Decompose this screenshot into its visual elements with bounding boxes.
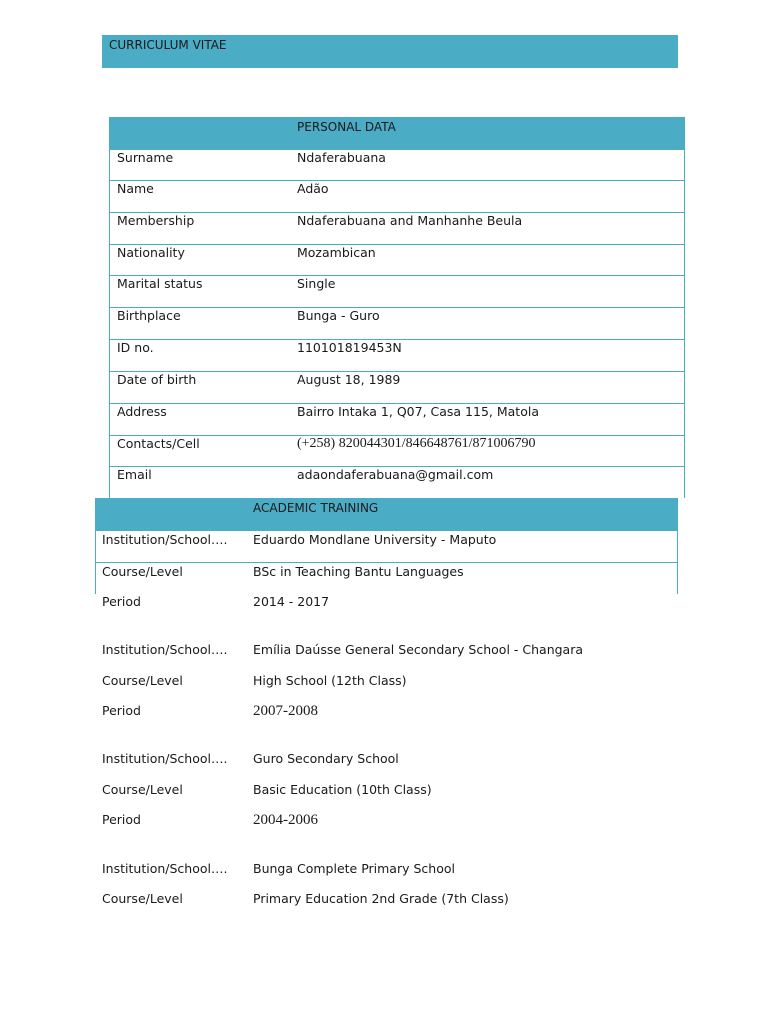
row-value: adaondaferabuana@gmail.com (297, 467, 494, 482)
institution-label: Institution/School…. (102, 532, 228, 547)
entry-1-course-row (0, 564, 768, 582)
institution-label: Institution/School…. (102, 861, 228, 876)
row-value: Bunga - Guro (297, 308, 380, 323)
personal-data-table (109, 117, 685, 498)
row-divider (96, 562, 677, 563)
row-label: Date of birth (117, 372, 197, 387)
institution-value: Bunga Complete Primary School (253, 861, 455, 876)
academic-training-heading: ACADEMIC TRAINING (253, 501, 379, 515)
row-name (110, 180, 684, 212)
period-value: 2014 - 2017 (253, 594, 330, 609)
course-label: Course/Level (102, 564, 183, 579)
period-label: Period (102, 812, 141, 827)
entry-3-institution-row (0, 751, 768, 769)
row-value: Mozambican (297, 245, 376, 260)
row-value: Bairro Intaka 1, Q07, Casa 115, Matola (297, 404, 539, 419)
course-value: BSc in Teaching Bantu Languages (253, 564, 464, 579)
period-value: 2007-2008 (253, 703, 318, 719)
entry-2-period-row (0, 703, 768, 723)
row-date-of-birth (110, 371, 684, 403)
row-label: ID no. (117, 340, 154, 355)
row-label: Contacts/Cell (117, 436, 200, 451)
course-label: Course/Level (102, 673, 183, 688)
entry-4-institution-row (0, 861, 768, 879)
institution-label: Institution/School…. (102, 751, 228, 766)
row-value: 110101819453N (297, 340, 402, 355)
row-label: Nationality (117, 245, 185, 260)
title-band (102, 35, 678, 68)
row-address (110, 403, 684, 435)
period-label: Period (102, 594, 141, 609)
entry-1-institution-row (0, 532, 768, 550)
row-membership (110, 212, 684, 244)
row-label: Surname (117, 150, 174, 165)
entry-1-period-row (0, 594, 768, 612)
row-value: August 18, 1989 (297, 372, 401, 387)
institution-value: Emília Daússe General Secondary School - Changara (253, 642, 584, 657)
row-nationality (110, 244, 684, 276)
row-marital-status (110, 275, 684, 307)
course-label: Course/Level (102, 891, 183, 906)
personal-data-header (110, 117, 684, 149)
row-value: Ndaferabuana and Manhanhe Beula (297, 213, 523, 228)
entry-4-course-row (0, 891, 768, 909)
row-value: (+258) 820044301/846648761/871006790 (297, 436, 536, 451)
course-value: High School (12th Class) (253, 673, 407, 688)
institution-label: Institution/School…. (102, 642, 228, 657)
row-value: Ndaferabuana (297, 150, 386, 165)
course-value: Primary Education 2nd Grade (7th Class) (253, 891, 509, 906)
row-label: Marital status (117, 276, 203, 291)
period-label: Period (102, 703, 141, 718)
entry-3-period-row (0, 812, 768, 832)
row-label: Name (117, 181, 154, 196)
document-title: CURRICULUM VITAE (109, 38, 227, 52)
row-id-no (110, 339, 684, 371)
institution-value: Guro Secondary School (253, 751, 399, 766)
row-email (110, 466, 684, 498)
row-label: Membership (117, 213, 195, 228)
row-contacts (110, 435, 684, 467)
period-value: 2004-2006 (253, 812, 318, 828)
course-label: Course/Level (102, 782, 183, 797)
row-value: Single (297, 276, 336, 291)
row-value: Adão (297, 181, 329, 196)
entry-2-institution-row (0, 642, 768, 660)
row-birthplace (110, 307, 684, 339)
institution-value: Eduardo Mondlane University - Maputo (253, 532, 497, 547)
row-label: Address (117, 404, 167, 419)
row-surname (110, 149, 684, 181)
entry-2-course-row (0, 673, 768, 691)
row-label: Email (117, 467, 152, 482)
entry-3-course-row (0, 782, 768, 800)
academic-training-header (95, 498, 678, 531)
personal-data-heading: PERSONAL DATA (297, 120, 396, 134)
row-label: Birthplace (117, 308, 181, 323)
course-value: Basic Education (10th Class) (253, 782, 432, 797)
